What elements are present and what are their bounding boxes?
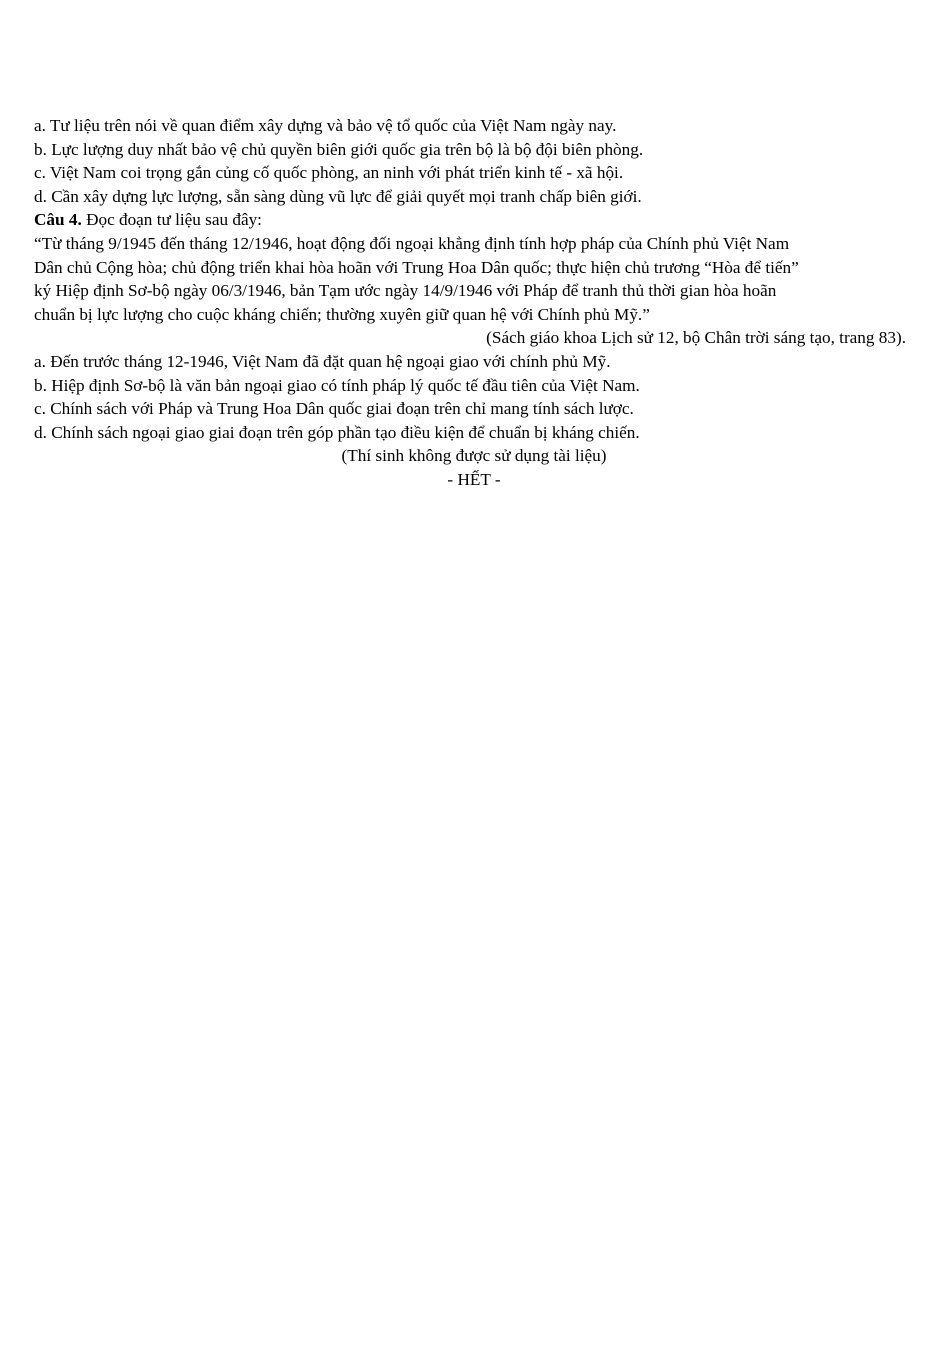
q4-option-c: c. Chính sách với Pháp và Trung Hoa Dân quốc giai đoạn trên chỉ mang tính sách lược. (34, 399, 634, 419)
q3-option-b: b. Lực lượng duy nhất bảo vệ chủ quyền biên giới quốc gia trên bộ là bộ đội biên phòng. (34, 139, 644, 159)
q4-option-a: a. Đến trước tháng 12-1946, Việt Nam đã đặt quan hệ ngoại giao với chính phủ Mỹ. (34, 351, 611, 371)
q4-option-b: b. Hiệp định Sơ-bộ là văn bản ngoại giao có tính pháp lý quốc tế đầu tiên của Việt Nam. (34, 375, 640, 395)
q3-options (34, 114, 914, 208)
q4-source: (Sách giáo khoa Lịch sử 12, bộ Chân trời sáng tạo, trang 83). (486, 328, 906, 348)
q3-option-c: c. Việt Nam coi trọng gắn củng cố quốc phòng, an ninh với phát triển kinh tế - xã hội. (34, 163, 624, 183)
q3-option-d: d. Cần xây dựng lực lượng, sẵn sàng dùng vũ lực để giải quyết mọi tranh chấp biên giới. (34, 186, 642, 206)
q4-options (34, 350, 914, 444)
q4-quote-line: ký Hiệp định Sơ-bộ ngày 06/3/1946, bản Tạm ước ngày 14/9/1946 với Pháp để tranh thủ thời gian hòa hoãn (34, 281, 777, 301)
q4-option-d: d. Chính sách ngoại giao giai đoạn trên góp phần tạo điều kiện để chuẩn bị kháng chiến. (34, 422, 640, 442)
q4-label: Câu 4. (34, 210, 82, 230)
q4-prompt: Đọc đoạn tư liệu sau đây: (81, 210, 262, 230)
q4-quote-line: Dân chủ Cộng hòa; chủ động triển khai hòa hoãn với Trung Hoa Dân quốc; thực hiện chủ trương “Hòa để tiến” (34, 257, 799, 277)
exam-content (34, 114, 914, 492)
footer-note: (Thí sinh không được sử dụng tài liệu) (341, 446, 607, 466)
q4-quote-line: “Từ tháng 9/1945 đến tháng 12/1946, hoạt động đối ngoại khẳng định tính hợp pháp của Chính phủ Việt Nam (34, 233, 790, 253)
q4-quote (34, 232, 914, 326)
q4-quote-line: chuẩn bị lực lượng cho cuộc kháng chiến; thường xuyên giữ quan hệ với Chính phủ Mỹ.” (34, 304, 650, 324)
q3-option-a: a. Tư liệu trên nói về quan điểm xây dựng và bảo vệ tổ quốc của Việt Nam ngày nay. (34, 116, 617, 135)
q4-heading (34, 208, 914, 232)
footer-end: - HẾT - (447, 469, 501, 489)
